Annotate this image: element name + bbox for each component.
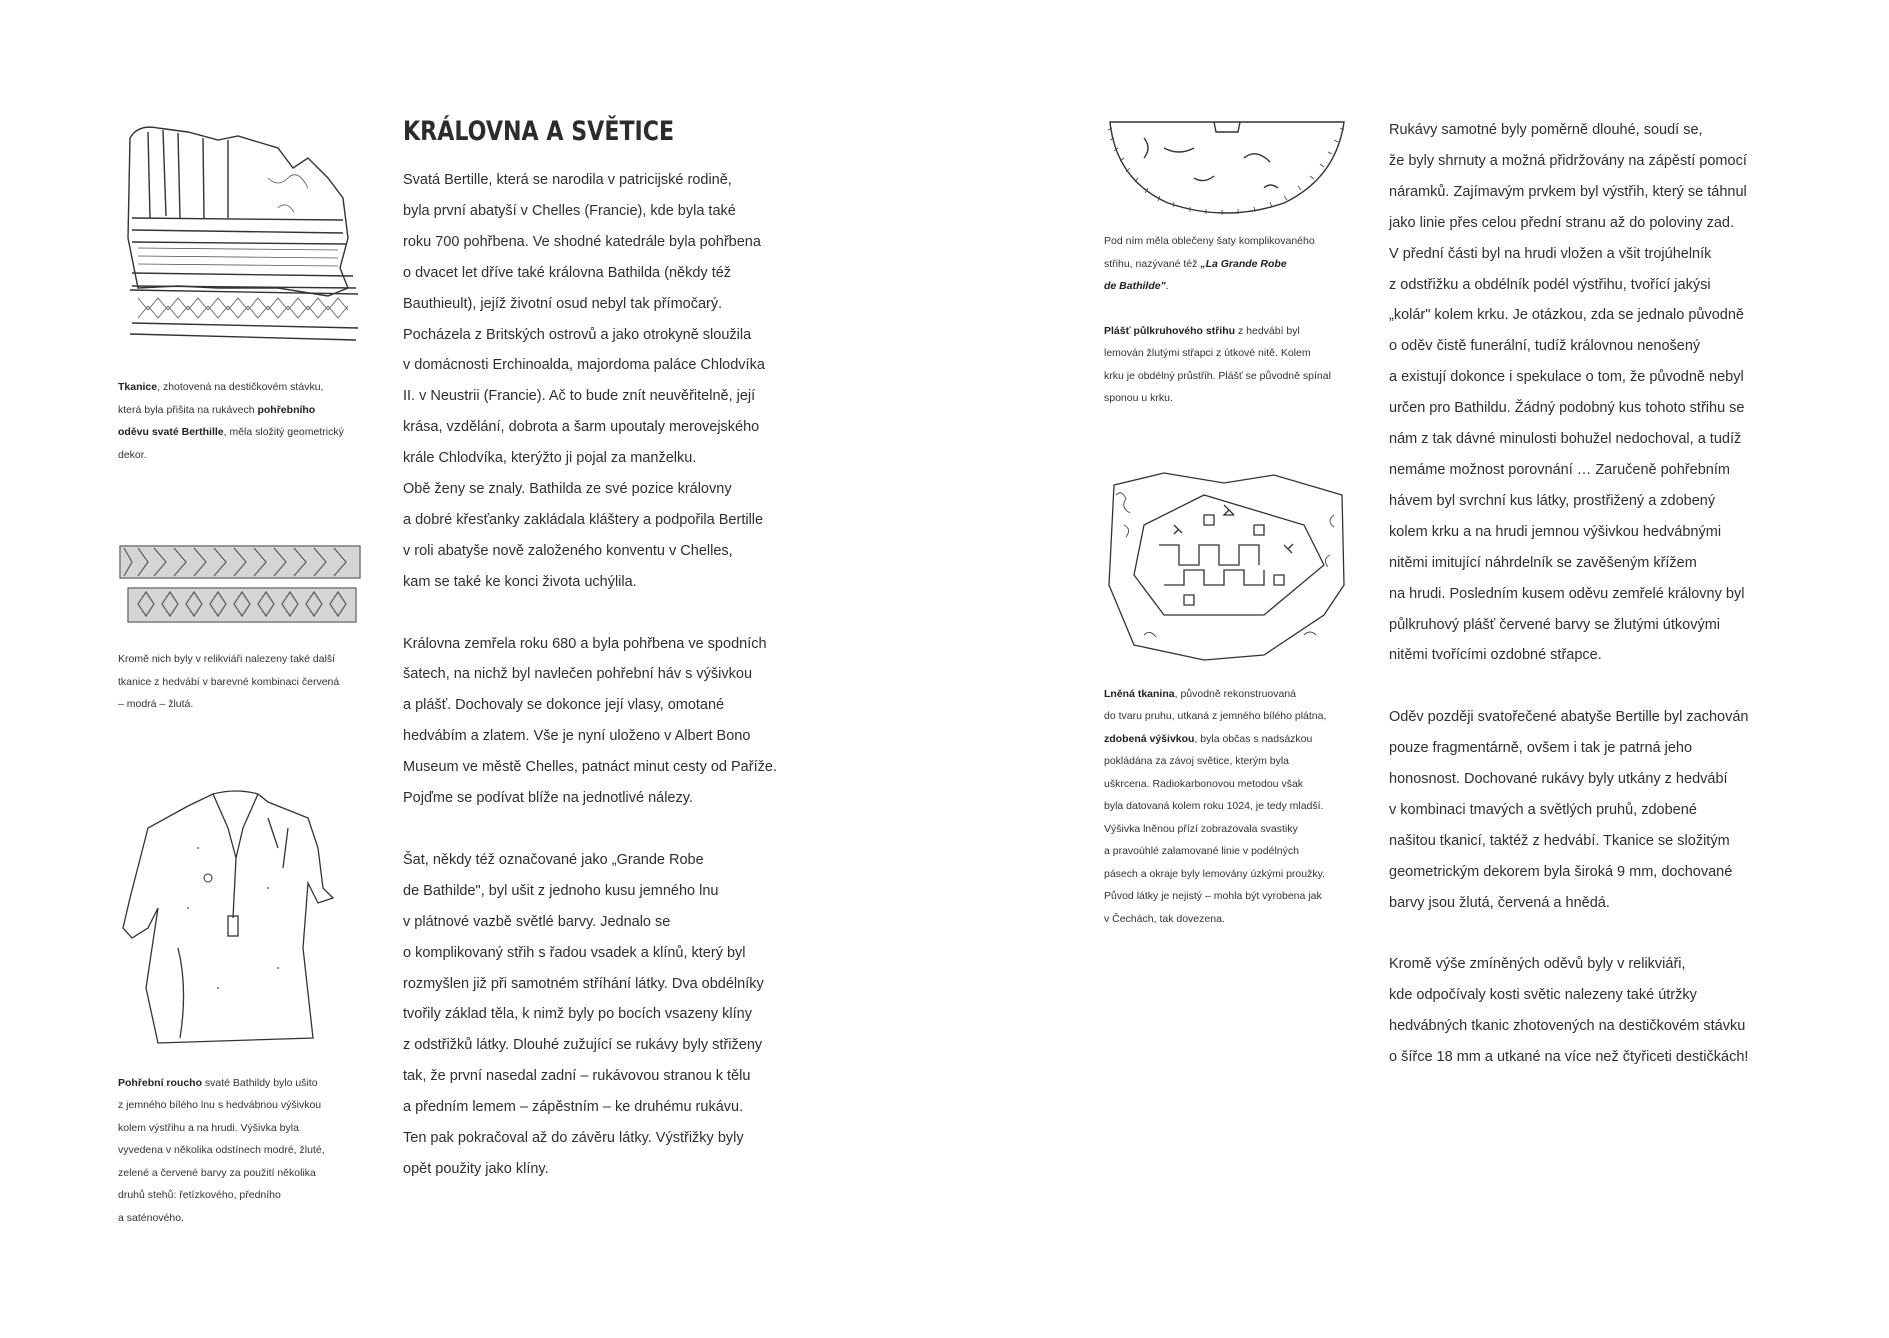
- caption-pod-nim: Pod ním měla oblečeny šaty komplikovaného střihu, nazývané též „La Grande Robe de Bathilde".: [1104, 235, 1315, 292]
- right-text-column: [1389, 115, 1789, 1073]
- embroidered-linen-drawing: [1104, 465, 1349, 665]
- caption-pohrebni-roucho: Pohřební roucho svaté Bathildy bylo ušito z jemného bílého lnu s hedvábnou výšivkou kolem výstřihu a na hrudi. Výšivka byla vyvedena v několika odstínech modré, žluté, zelené a červené barvy za použití několika druhů stehů: řetízkového, předního a saténového.: [118, 1076, 325, 1224]
- caption-tkanice: Tkanice, zhotovená na destičkovém stávku, která byla přišita na rukávech pohřebního oděvu svaté Berthille, měla složitý geometrický dekor.: [118, 381, 344, 461]
- paragraph-1: Svatá Bertille, která se narodila v patricijské rodině, byla první abatyší v Chelles (Francie), kde byla také roku 700 pohřbena. Ve shodné katedrále byla pohřbena o dvacet let dříve také královna Bathilda (někdy též Bauthieult), jejíž životní osud nebyl tak přímočarý. Pocházela z Britských ostrovů a jako otrokyně sloužila v domácnosti Erchinoalda, majordoma paláce Chlodvíka II. v Neustrii (Francie). Ač to bude znít neuvěřitelně, její krása, vzdělání, dobrota a šarm upoutaly merovejského krále Chlodvíka, kterýžto ji pojal za manželku. Obě ženy se znaly. Bathilda ze své pozice královny a dobré křesťanky zakládala kláštery a podpořila Bertille v roli abatyše nově založeného konventu v Chelles, kam se také ke konci života uchýlila.: [403, 172, 765, 590]
- sleeve-fragment-drawing: [118, 118, 363, 358]
- right-paragraph-1: Rukávy samotné byly poměrně dlouhé, soudí se, že byly shrnuty a možná přidržovány na zápěstí pomocí náramků. Zajímavým prvkem byl výstřih, který se táhnul jako linie přes celou přední stranu až do poloviny zad. V přední části byl na hrudi vložen a všit trojúhelník z odstřižku a obdélník podél výstřihu, tvořící jakýsi „kolár" kolem krku. Je otázkou, zda se jednalo původně o oděv čistě funerální, tudíž královnou nenošený a existují dokonce i spekulace o tom, že původně nebyl určen pro Bathildu. Žádný podobný kus tohoto střihu se nám z tak dávné minulosti bohužel nedochoval, a tudíž nemáme možnost porovnání … Zaručeně pohřebním hávem byl svrchní kus látky, prostřižený a zdobený kolem krku a na hrudi jemnou výšivkou hedvábnými nitěmi imitující náhrdelník se zavěšeným křížem na hrudi. Posledním kusem oděvu zemřelé královny byl půlkruhový plášť červené barvy se žlutými útkovými nitěmi tvořícími ozdobné střapce.: [1389, 122, 1747, 664]
- paragraph-3: Šat, někdy též označované jako „Grande Robe de Bathilde", byl ušit z jednoho kusu jemného lnu v plátnové vazbě světlé barvy. Jednalo se o komplikovaný střih s řadou vsadek a klínů, který byl rozmyšlen již při samotném stříhání látky. Dva obdélníky tvořily základ těla, k nimž byly po bocích vsazeny klíny z odstřižků látky. Dlouhé zužující se rukávy byly střiženy tak, že první nasedal zadní – rukávovou stranou k tělu a předním lemem – zápěstním – ke druhému rukávu. Ten pak pokračoval až do závěru látky. Výstřižky byly opět použity jako klíny.: [403, 851, 764, 1177]
- main-text-column: [403, 116, 803, 1185]
- caption-lnena-tkanina: Lněná tkanina, původně rekonstruovaná do tvaru pruhu, utkaná z jemného bílého plátna, zdobená výšivkou, byla občas s nadsázkou pokládána za závoj světice, kterým byla uškrcena. Radiokarbonovou metodou však byla datovaná kolem roku 1024, je tedy mladší. Výšivka lněnou přízí zobrazovala svastiky a pravoúhlé zalamované linie v podélných pásech a okraje byly lemovány úzkými proužky. Původ látky je nejistý – mohla být vyrobena jak v Čechách, tak dovezena.: [1104, 687, 1327, 925]
- right-paragraph-3: Kromě výše zmíněných oděvů byly v relikviáři, kde odpočívaly kosti světic nalezeny také útržky hedvábných tkanic zhotovených na destičkovém stávku o šířce 18 mm a utkané na více než čtyřiceti destičkách!: [1389, 956, 1749, 1066]
- funeral-robe-drawing: [118, 788, 363, 1050]
- caption-dalsi-tkanice: Kromě nich byly v relikviáři nalezeny také další tkanice z hedvábí v barevné kombinaci červená – modrá – žlutá.: [118, 653, 340, 710]
- right-paragraph-2: Oděv později svatořečené abatyše Bertille byl zachován pouze fragmentárně, ovšem i tak je patrná jeho honosnost. Dochované rukávy byly utkány z hedvábí v kombinaci tmavých a světlých pruhů, zdobené našitou tkanicí, taktéž z hedvábí. Tkanice se složitým geometrickým dekorem byla široká 9 mm, dochované barvy jsou žlutá, červená a hnědá.: [1389, 709, 1749, 911]
- page-title: KRÁLOVNA A SVĚTICE: [403, 116, 675, 147]
- paragraph-2: Královna zemřela roku 680 a byla pohřbena ve spodních šatech, na nichž byl navlečen pohřební háv s výšivkou a plášť. Dochovaly se dokonce její vlasy, omotané hedvábím a zlatem. Vše je nyní uloženo v Albert Bono Museum ve městě Chelles, patnáct minut cesty od Paříže. Pojďme se podívat blíže na jednotlivé nálezy.: [403, 635, 777, 807]
- semicircular-cloak-drawing: [1104, 118, 1349, 218]
- tablet-weave-bands-drawing: [118, 544, 363, 626]
- caption-plast: Plášť půlkruhového střihu z hedvábí byl lemován žlutými střapci z útkové nitě. Kolem krku je obdélný průstřih. Plášť se původně spínal sponou u krku.: [1104, 324, 1331, 404]
